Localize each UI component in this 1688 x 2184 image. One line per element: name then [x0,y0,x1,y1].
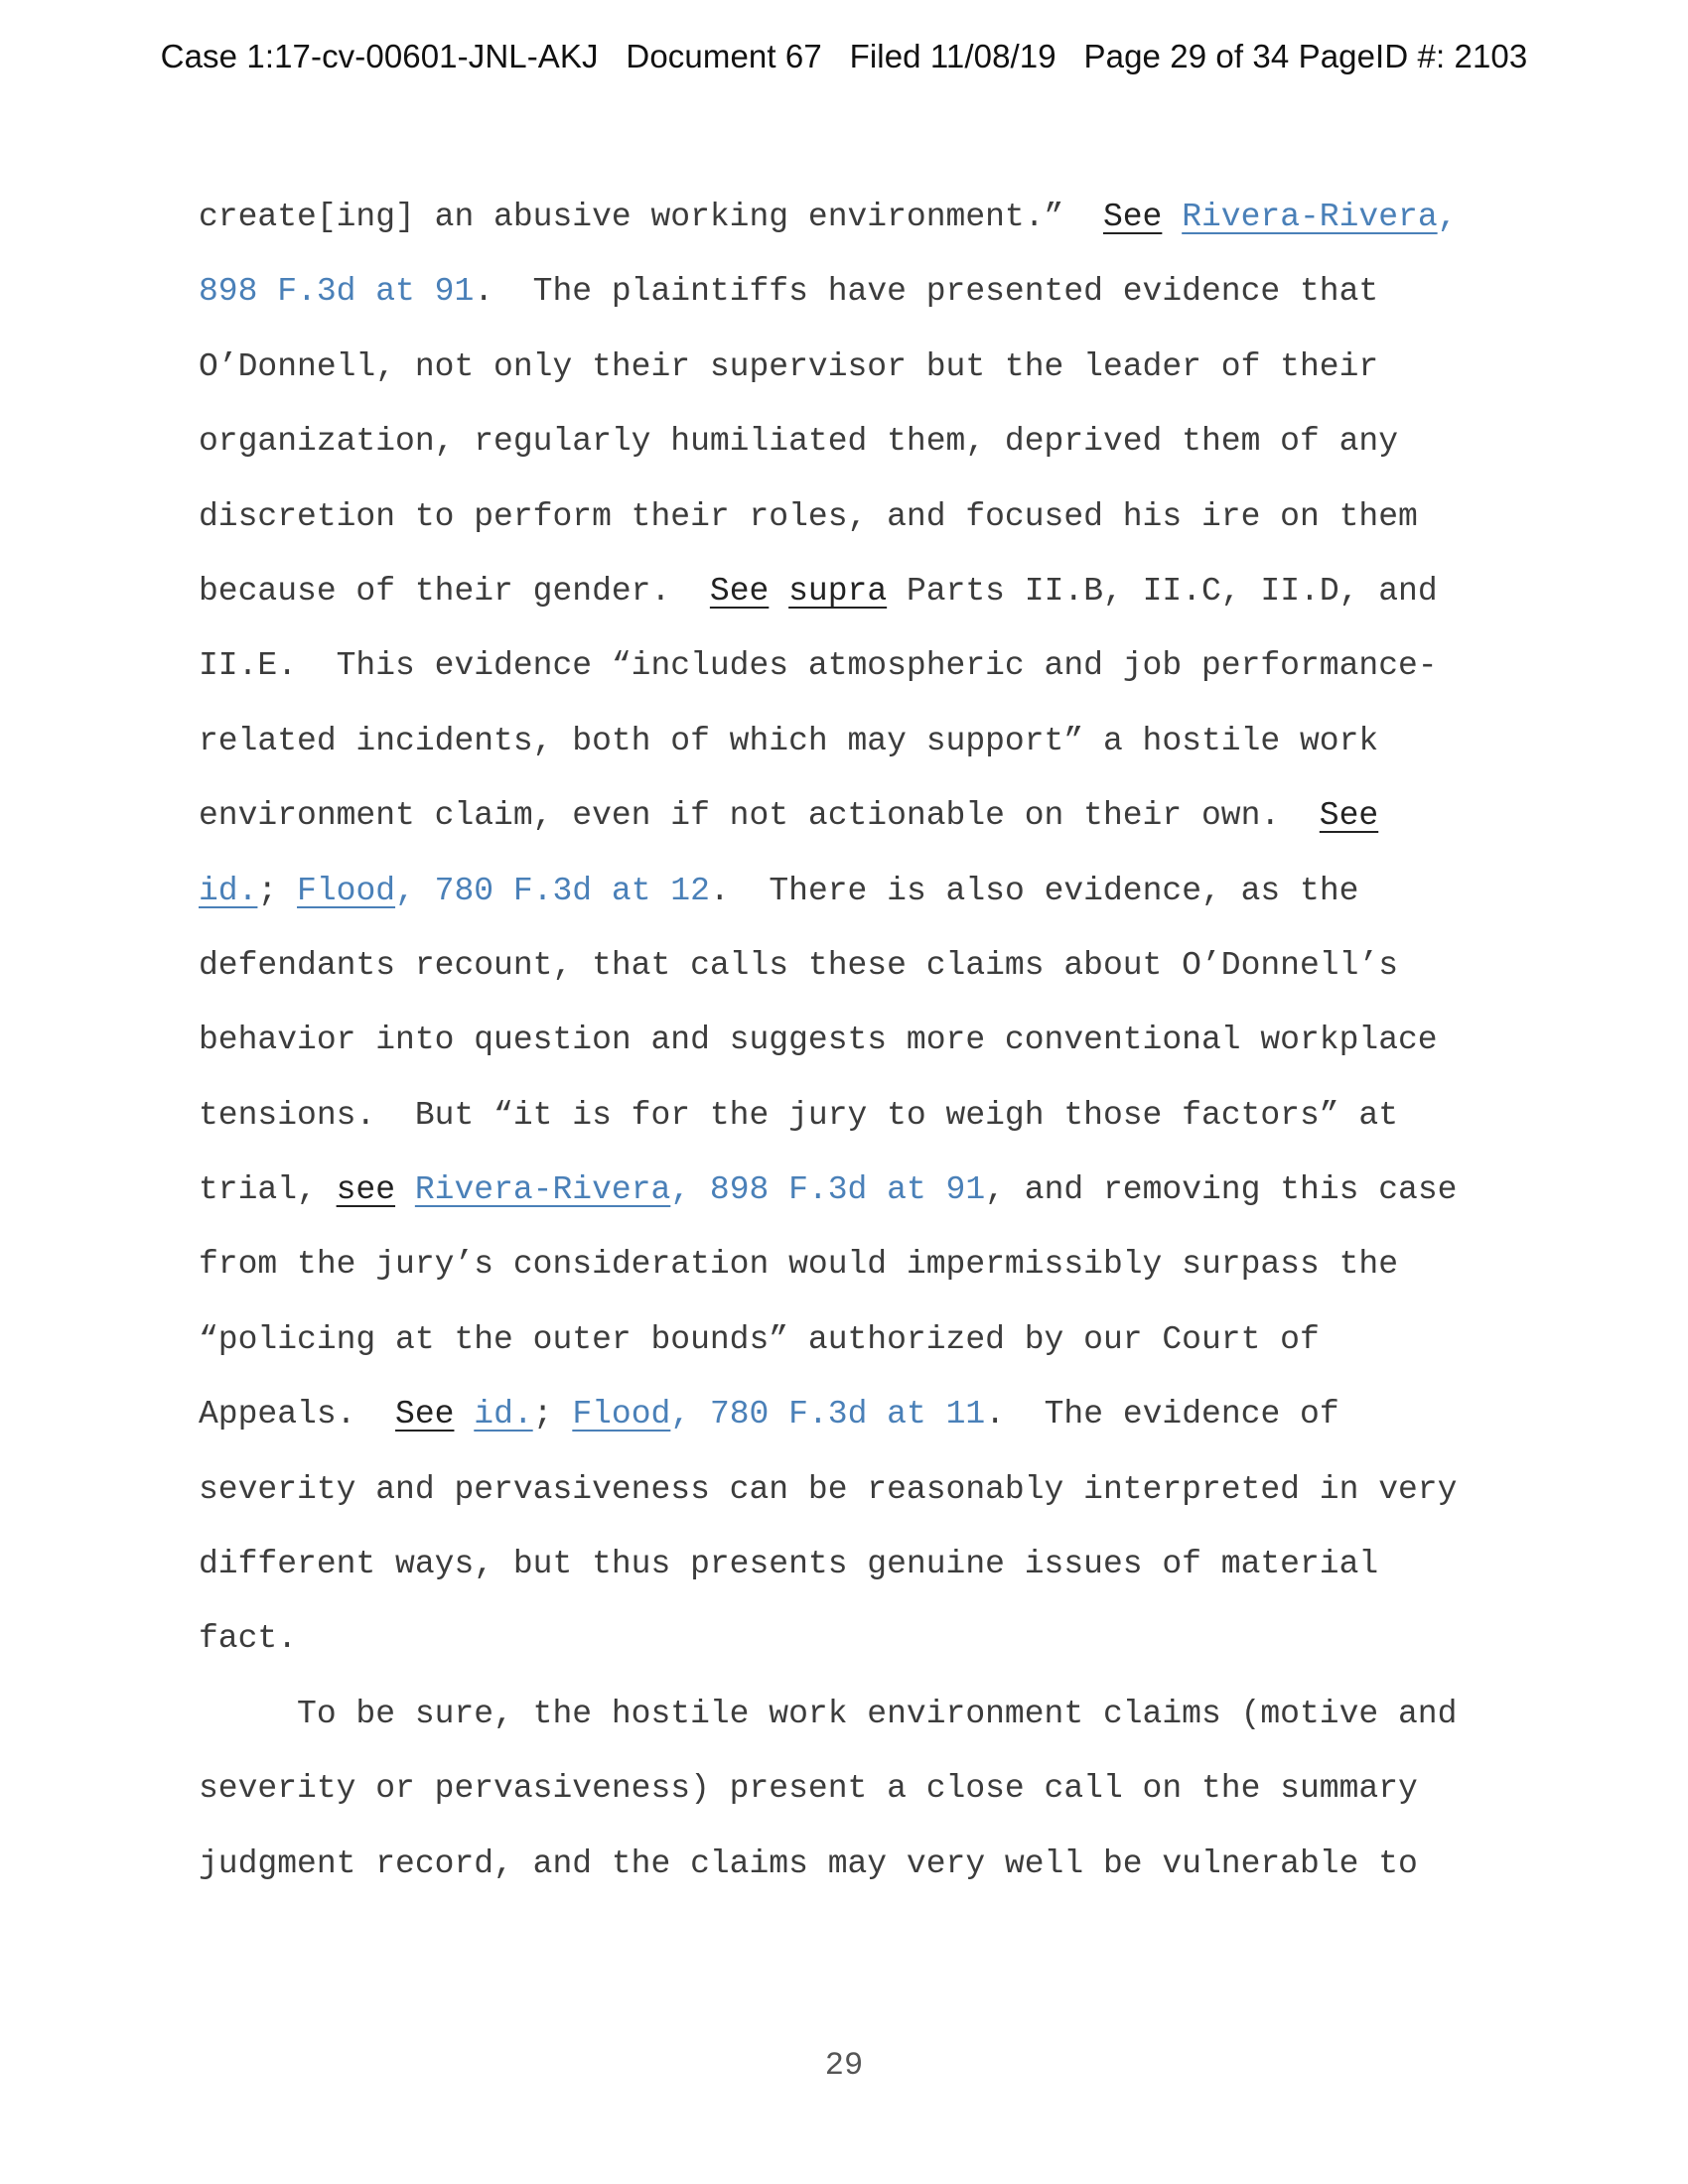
text-line [199,1236,1489,1310]
text-line [199,263,1489,338]
citation-link[interactable]: , 780 F.3d at 11 [670,1396,986,1433]
text-segment: fact. [199,1620,298,1658]
case-header: Case 1:17-cv-00601-JNL-AKJ Document 67 Filed 11/08/19 Page 29 of 34 PageID #: 2103 [160,38,1528,74]
signal-word: See [709,572,770,610]
text-segment: Parts II.B, II.C, II.D, and [887,572,1438,610]
text-segment: ; [257,872,298,909]
text-segment: Appeals. [199,1396,396,1433]
text-segment: O’Donnell, not only their supervisor but the leader of their [199,347,1379,385]
text-segment: ; [532,1396,573,1433]
text-line [199,787,1489,862]
text-segment [769,573,788,610]
text-line [199,1686,1489,1760]
signal-word: supra [788,572,888,610]
text-segment: severity or pervasiveness) present a close call on the summary [199,1770,1418,1808]
text-line [199,1836,1489,1910]
text-line [199,488,1489,563]
text-segment: judgment record, and the claims may very well be vulnerable to [199,1844,1418,1882]
text-segment: II.E. This evidence “includes atmospheric and job performance- [199,647,1438,685]
text-line [199,863,1489,937]
signal-word: See [1102,199,1163,235]
citation-link[interactable]: , 780 F.3d at 12 [395,872,710,909]
body-text [199,189,1489,1910]
text-line [199,1311,1489,1386]
text-line [199,1386,1489,1460]
text-segment: related incidents, both of which may support” a hostile work [199,722,1379,759]
text-line [199,1012,1489,1086]
citation-link[interactable]: 898 F.3d at 91 [199,273,475,311]
citation-link[interactable]: , 898 F.3d at 91 [670,1171,986,1209]
text-segment: behavior into question and suggests more conventional workplace [199,1022,1438,1059]
signal-word: See [1319,797,1379,835]
text-line [199,1610,1489,1685]
text-line [199,637,1489,712]
citation-link[interactable]: id. [474,1396,533,1433]
citation-link[interactable]: Rivera-Rivera [414,1171,671,1209]
text-segment: trial, [199,1171,337,1209]
text-segment: tensions. But “it is for the jury to weigh those factors” at [199,1096,1398,1134]
text-line [199,1760,1489,1835]
text-segment: create[ing] an abusive working environment.” [199,199,1103,235]
text-segment: defendants recount, that calls these claims about O’Donnell’s [199,946,1398,984]
text-segment: organization, regularly humiliated them, deprived them of any [199,423,1398,461]
text-line [199,713,1489,787]
text-segment: . The evidence of [985,1396,1339,1433]
text-segment: , and removing this case [985,1171,1458,1209]
text-line [199,563,1489,637]
text-line [199,1461,1489,1536]
citation-link[interactable]: id. [199,872,258,909]
text-segment [395,1171,415,1208]
text-segment: discretion to perform their roles, and focused his ire on them [199,497,1418,535]
text-line [199,339,1489,413]
text-segment: different ways, but thus presents genuine issues of material [199,1546,1379,1583]
page-number: 29 [824,2047,864,2084]
signal-word: See [395,1396,455,1433]
citation-link[interactable]: Flood [297,872,396,909]
text-segment: To be sure, the hostile work environment claims (motive and [199,1695,1458,1732]
text-segment [454,1396,474,1433]
text-line [199,1087,1489,1161]
citation-link[interactable]: , [1437,199,1458,235]
text-segment: . The plaintiffs have presented evidence that [474,273,1379,311]
text-segment: from the jury’s consideration would impermissibly surpass the [199,1246,1398,1284]
text-line [199,1536,1489,1610]
text-line [199,937,1489,1012]
text-segment: . There is also evidence, as the [709,872,1359,909]
text-line [199,413,1489,487]
citation-link[interactable]: Rivera-Rivera [1182,199,1438,235]
citation-link[interactable]: Flood [572,1396,671,1433]
text-segment [1162,199,1182,235]
signal-word: see [336,1171,396,1209]
text-line [199,189,1489,263]
text-segment: severity and pervasiveness can be reasonably interpreted in very [199,1470,1458,1508]
text-line [199,1161,1489,1236]
text-segment: “policing at the outer bounds” authorized by our Court of [199,1320,1320,1358]
text-segment: environment claim, even if not actionable on their own. [199,797,1320,835]
text-segment: because of their gender. [199,572,710,610]
